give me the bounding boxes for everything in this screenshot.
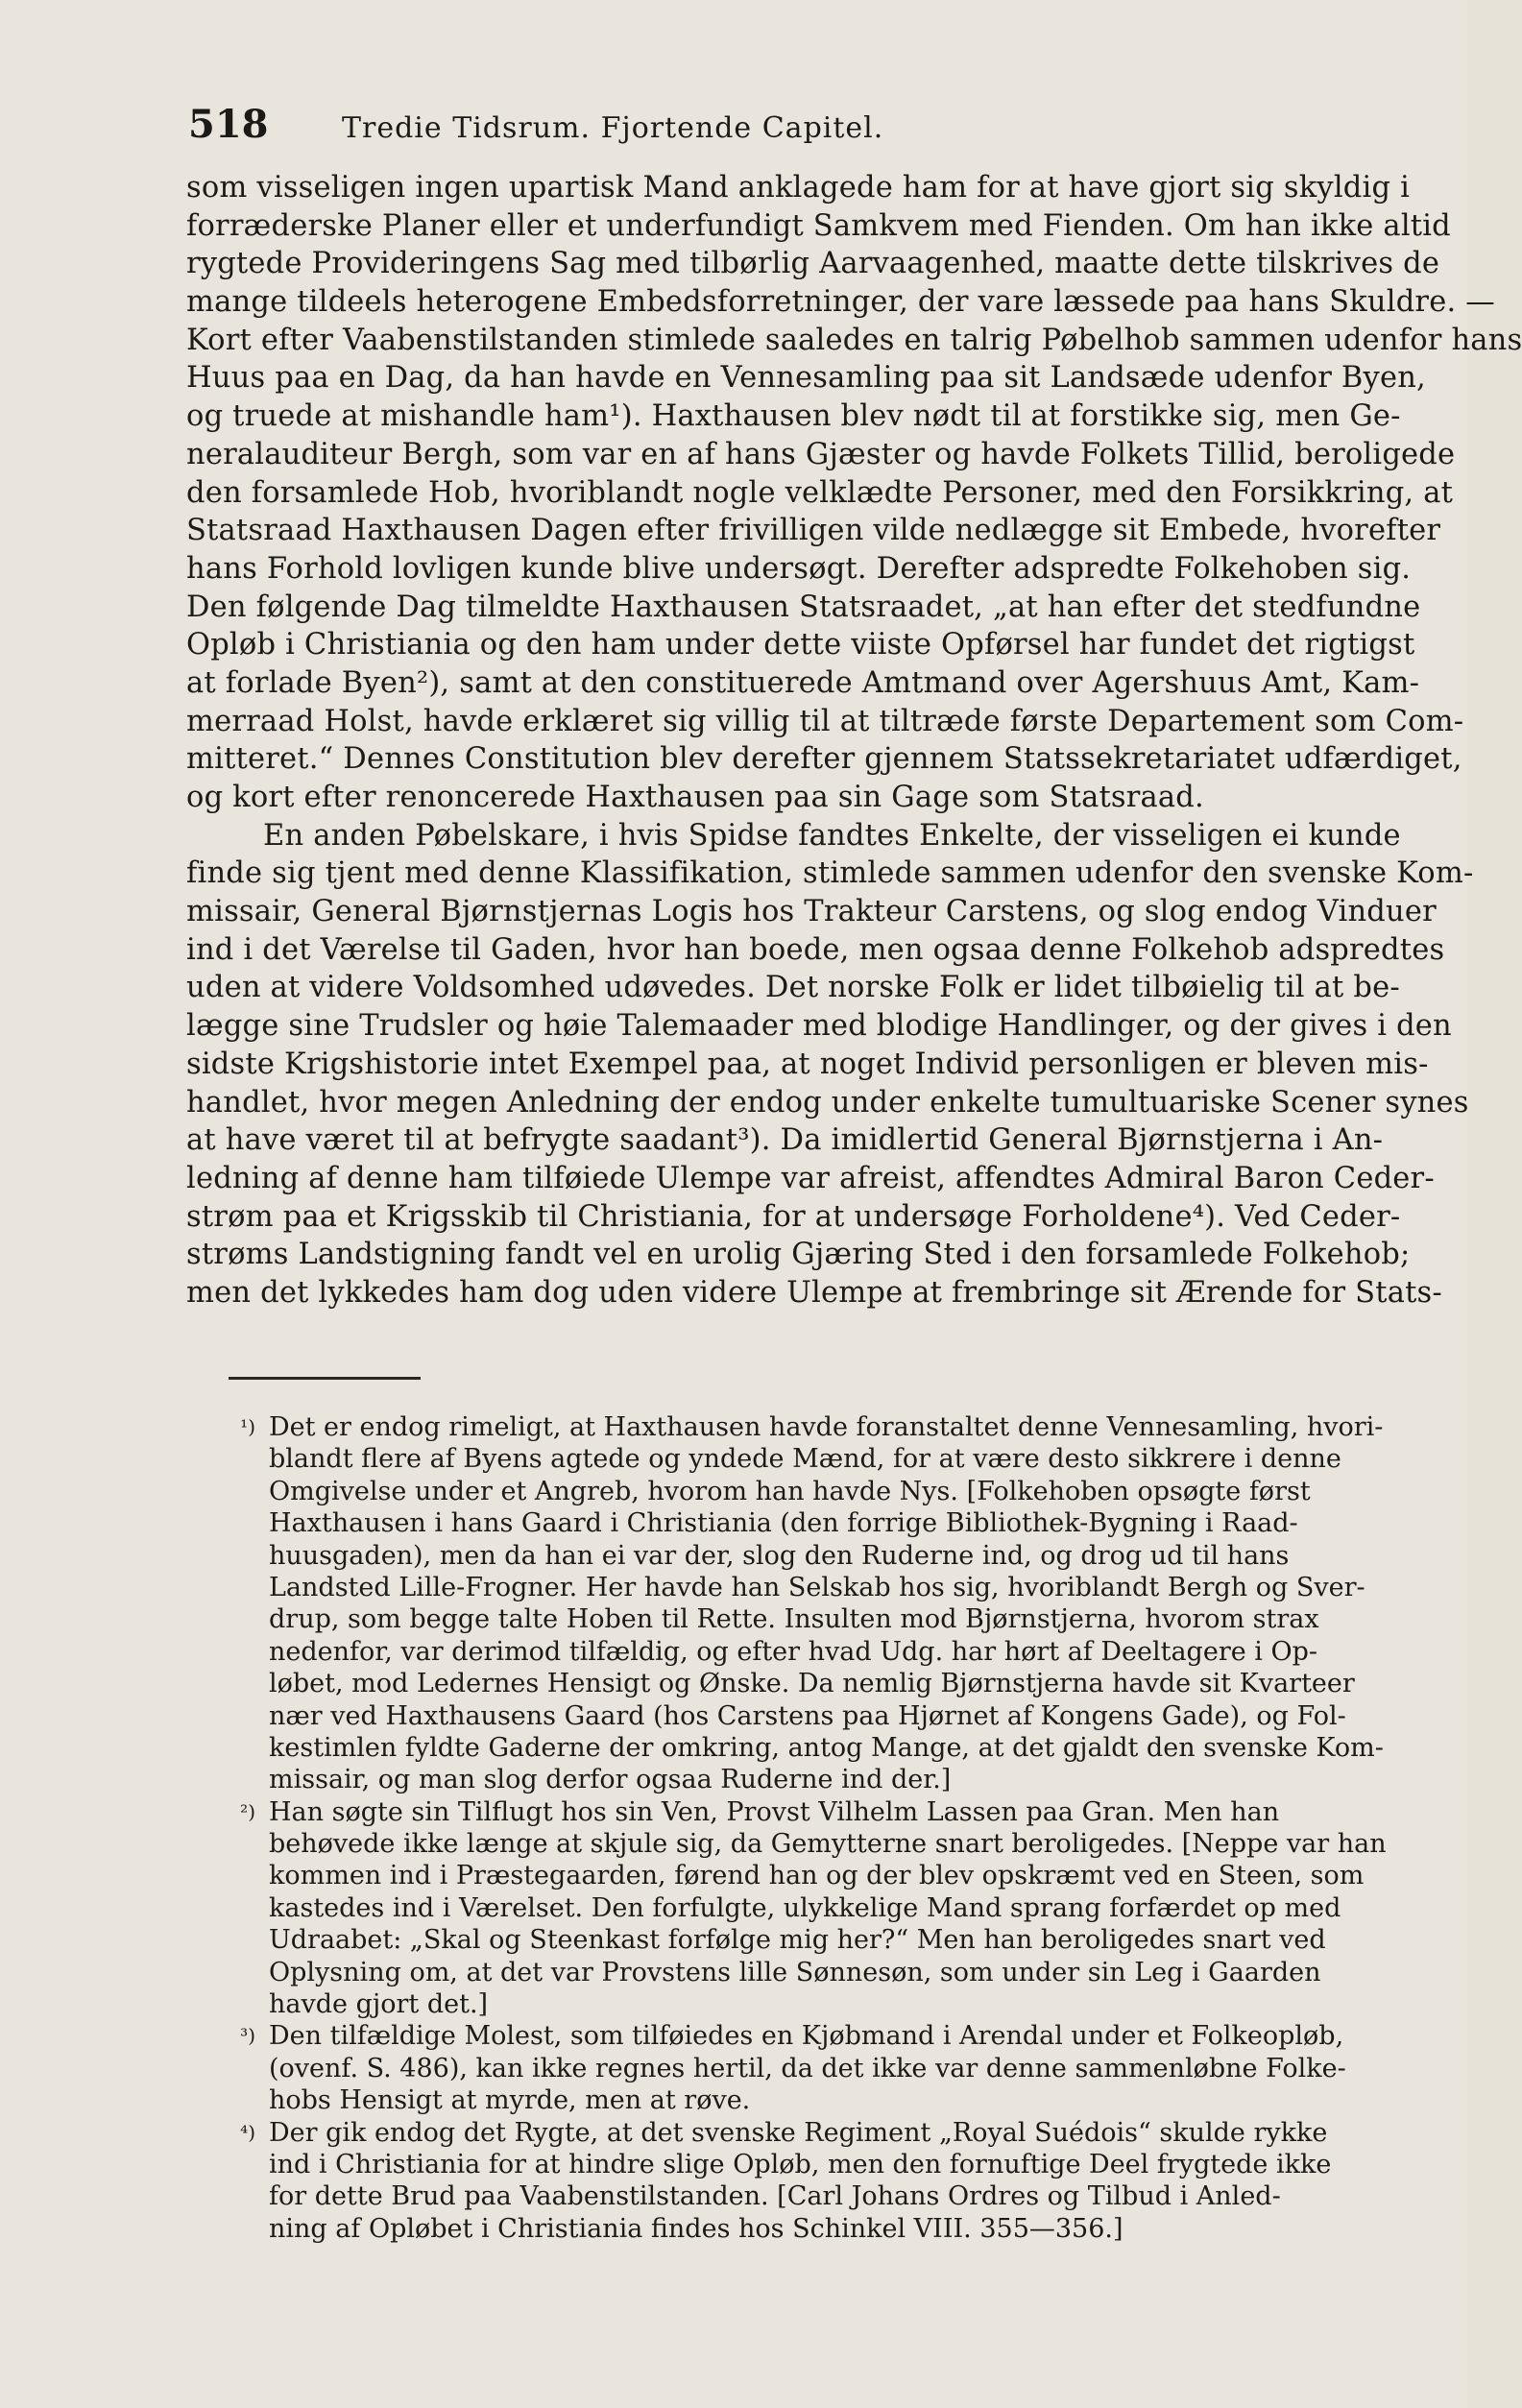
body-line: strøms Landstigning fandt vel en urolig Gjæring Sted i den forsamlede Folkehob; [186, 1238, 1411, 1272]
footnote-line: Haxthausen i hans Gaard i Christiania (den forrige Bibliothek-Bygning i Raad- [269, 1508, 1298, 1539]
footnotes [188, 1411, 1387, 2245]
body-line: hans Forhold lovligen kunde blive undersøgt. Derefter adspredte Folkehoben sig. [186, 551, 1412, 586]
body-line: at have været til at befrygte saadant³). Da imidlertid General Bjørnstjerna i An- [186, 1123, 1384, 1158]
body-line: den forsamlede Hob, hvoriblandt nogle velklædte Personer, med den Forsikkring, at [186, 475, 1454, 510]
footnote [188, 2020, 1371, 2116]
footnote-line: kestimlen fyldte Gaderne der omkring, antog Mange, at det gjaldt den svenske Kom- [269, 1732, 1384, 1763]
body-line: uden at videre Voldsomhed udøvedes. Det norske Folk er lidet tilbøielig til at be- [186, 971, 1400, 1005]
footnote-line: Landsted Lille-Frogner. Her havde han Selskab hos sig, hvoriblandt Bergh og Sver- [269, 1572, 1365, 1602]
footnote-line: Den tilfældige Molest, som tilføiedes en Kjøbmand i Arendal under et Folkeopløb, [269, 2021, 1344, 2052]
footnote [188, 1796, 1387, 2021]
footnote-marker: ⁴) [240, 2120, 255, 2144]
footnote-line: ind i Christiania for at hindre slige Opløb, men den fornuftige Deel frygtede ikke [269, 2149, 1332, 2179]
body-line: Statsraad Haxthausen Dagen efter frivilligen vilde nedlægge sit Embede, hvorefter [186, 514, 1441, 548]
body-line: Huus paa en Dag, da han havde en Vennesamling paa sit Landsæde udenfor Byen, [186, 361, 1426, 396]
footnote-line: Udraabet: „Skal og Steenkast forfølge mig her?“ Men han beroligedes snart ved [269, 1925, 1326, 1956]
footnote-line: blandt flere af Byens agtede og yndede Mænd, for at være desto sikkrere i denne [269, 1444, 1341, 1475]
body-line: Opløb i Christiania og den ham under dette viiste Opførsel har fundet det rigtigst [186, 628, 1415, 662]
footnote-line: kommen ind i Præstegaarden, førend han og der blev opskræmt ved en Steen, som [269, 1861, 1365, 1891]
body-line: og kort efter renoncerede Haxthausen paa sin Gage som Statsraad. [186, 781, 1204, 814]
body-line: lægge sine Trudsler og høie Talemaader med blodige Handlinger, og der gives i den [186, 1009, 1452, 1044]
footnote-line: Oplysning om, at det var Provstens lille Sønnesøn, som under sin Leg i Gaarden [269, 1957, 1321, 1987]
page-header [188, 102, 1341, 159]
footnote-line: Han søgte sin Tilflugt hos sin Ven, Provst Vilhelm Lassen paa Gran. Men han [269, 1796, 1280, 1827]
footnote-line: for dette Brud paa Vaabenstilstanden. [Carl Johans Ordres og Tilbud i Anled- [269, 2181, 1281, 2212]
footnote-text [269, 2020, 1371, 2116]
body-line: missair, General Bjørnstjernas Logis hos Trakteur Carstens, og slog endog Vinduer [186, 895, 1437, 929]
body-line: handlet, hvor megen Anledning der endog under enkelte tumultuariske Scener synes [186, 1085, 1469, 1120]
body-line: Kort efter Vaabenstilstanden stimlede saaledes en talrig Pøbelhob sammen udenfor hans [186, 323, 1522, 357]
footnote-text [269, 1796, 1387, 2021]
body-text [186, 169, 1522, 1312]
footnote-line: missair, og man slog derfor ogsaa Ruderne ind der.] [269, 1765, 952, 1795]
footnote-line: nedenfor, var derimod tilfældig, og efter hvad Udg. har hørt af Deeltagere i Op- [269, 1636, 1318, 1667]
footnote-line: behøvede ikke længe at skjule sig, da Gemytterne snart beroligedes. [Neppe var han [269, 1829, 1387, 1860]
body-line: merraad Holst, havde erklæret sig villig til at tiltræde første Departement som Com- [186, 704, 1464, 738]
footnote-line: (ovenf. S. 486), kan ikke regnes hertil, da det ikke var denne sammenløbne Folke- [269, 2053, 1346, 2083]
footnote-line: Omgivelse under et Angreb, hvorom han havde Nys. [Folkehoben opsøgte først [269, 1476, 1311, 1506]
body-line: finde sig tjent med denne Klassifikation, stimlede sammen udenfor den svenske Kom- [186, 856, 1474, 891]
body-line: rygtede Provideringens Sag med tilbørlig Aarvaagenhed, maatte dette tilskrives de [186, 247, 1440, 281]
footnote-line: kastedes ind i Værelset. Den forfulgte, ulykkelige Mand sprang forfærdet op med [269, 1892, 1341, 1923]
footnote [188, 1411, 1384, 1796]
body-line: forræderske Planer eller et underfundigt Samkvem med Fienden. Om han ikke altid [186, 208, 1451, 243]
footnote-line: ning af Opløbet i Christiania findes hos Schinkel VIII. 355—356.] [269, 2213, 1123, 2244]
body-line: og truede at mishandle ham¹). Haxthausen blev nødt til at forstikke sig, men Ge- [186, 399, 1401, 434]
footnote-marker: ²) [240, 1799, 255, 1823]
footnote-line: Der gik endog det Rygte, at det svenske Regiment „Royal Suédois“ skulde rykke [269, 2117, 1328, 2148]
footnote-line: løbet, mod Ledernes Hensigt og Ønske. Da nemlig Bjørnstjerna havde sit Kvarteer [269, 1669, 1355, 1699]
body-line: strøm paa et Krigsskib til Christiania, for at undersøge Forholdene⁴). Ved Ceder- [186, 1199, 1401, 1234]
footnote-line: drup, som begge talte Hoben til Rette. Insulten mod Bjørnstjerna, hvorom strax [269, 1604, 1319, 1635]
footnote-line: havde gjort det.] [269, 1989, 489, 2020]
body-line: at forlade Byen²), samt at den constituerede Amtmand over Agershuus Amt, Kam- [186, 665, 1420, 700]
footnote-line: huusgaden), men da han ei var der, slog den Ruderne ind, og drog ud til hans [269, 1540, 1290, 1571]
footnote-line: nær ved Haxthausens Gaard (hos Carstens paa Hjørnet af Kongens Gade), og Fol- [269, 1700, 1346, 1731]
footnote-text [269, 2117, 1371, 2246]
body-line: En anden Pøbelskare, i hvis Spidse fandtes Enkelte, der visseligen ei kunde [263, 818, 1401, 853]
body-line: Den følgende Dag tilmeldte Haxthausen Statsraadet, „at han efter det stedfundne [186, 590, 1421, 624]
body-line: sidste Krigshistorie intet Exempel paa, at noget Individ personligen er bleven mis- [186, 1047, 1429, 1081]
footnote-line: Det er endog rimeligt, at Haxthausen havde foranstaltet denne Vennesamling, hvori- [269, 1412, 1384, 1442]
body-line: som visseligen ingen upartisk Mand anklagede ham for at have gjort sig skyldig i [186, 171, 1411, 205]
body-line: men det lykkedes ham dog uden videre Ulempe at frembringe sit Ærende for Stats- [186, 1275, 1442, 1310]
body-line: ind i det Værelse til Gaden, hvor han boede, men ogsaa denne Folkehob adspredtes [186, 932, 1445, 967]
footnote-marker: ³) [240, 2024, 255, 2048]
footnote-line: hobs Hensigt at myrde, men at røve. [269, 2085, 751, 2116]
footnote-text [269, 1411, 1384, 1796]
body-line: ledning af denne ham tilføiede Ulempe var afreist, affendtes Admiral Baron Ceder- [186, 1161, 1435, 1195]
footnote [188, 2117, 1371, 2246]
body-line: neralauditeur Bergh, som var en af hans Gjæster og havde Folkets Tillid, beroligede [186, 437, 1456, 471]
body-line: mitteret.“ Dennes Constitution blev derefter gjennem Statssekretariatet udfærdiget, [186, 742, 1462, 777]
page-number: 518 [188, 102, 269, 147]
body-line: mange tildeels heterogene Embedsforretninger, der vare læssede paa hans Skuldre. — [186, 285, 1495, 320]
footnote-separator [229, 1377, 421, 1380]
footnote-marker: ¹) [240, 1415, 255, 1438]
running-head: Tredie Tidsrum. Fjortende Capitel. [342, 111, 884, 145]
